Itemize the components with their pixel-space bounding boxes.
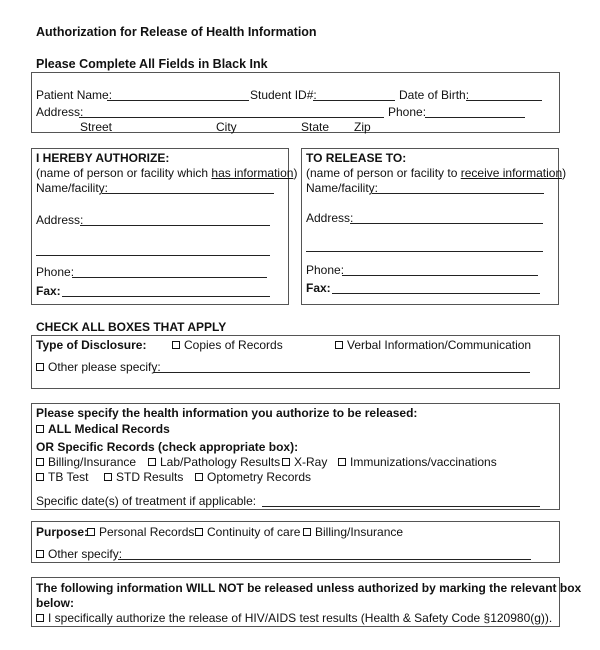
authorize-heading: I HEREBY AUTHORIZE: <box>36 151 170 165</box>
treatment-dates-label: Specific date(s) of treatment if applicable: <box>36 494 257 508</box>
authorize-address-field-2[interactable] <box>36 255 270 256</box>
authorize-phone-label: Phone: <box>36 265 75 279</box>
address-label: Address: <box>36 105 84 119</box>
dob-label: Date of Birth: <box>399 88 470 102</box>
immunizations-option[interactable]: Immunizations/vaccinations <box>338 455 497 469</box>
hiv-release-option[interactable]: I specifically authorize the release of HIV/AIDS test results (Health & Safety Code §120980(g)). <box>36 611 552 625</box>
patient-name-field[interactable] <box>107 100 249 101</box>
purpose-other-field[interactable] <box>118 559 531 560</box>
phone-field[interactable] <box>425 117 525 118</box>
checkbox-icon[interactable] <box>195 473 203 481</box>
purpose-other-option[interactable]: Other specify: <box>36 547 122 561</box>
checkbox-icon[interactable] <box>36 458 44 466</box>
authorize-address-label: Address: <box>36 213 84 227</box>
release-fax-field[interactable] <box>332 293 540 294</box>
patient-name-label: Patient Name: <box>36 88 113 102</box>
authorize-address-field-1[interactable] <box>80 225 270 226</box>
checkbox-icon[interactable] <box>104 473 112 481</box>
address-field[interactable] <box>79 117 384 118</box>
all-records-option[interactable]: ALL Medical Records <box>36 422 170 436</box>
student-id-field[interactable] <box>313 100 395 101</box>
treatment-dates-field[interactable] <box>262 506 540 507</box>
release-heading: TO RELEASE TO: <box>306 151 407 165</box>
release-address-field-1[interactable] <box>350 223 543 224</box>
city-caption: City <box>216 120 237 134</box>
release-phone-label: Phone: <box>306 263 345 277</box>
optometry-option[interactable]: Optometry Records <box>195 470 311 484</box>
checkbox-icon[interactable] <box>338 458 346 466</box>
checkbox-icon[interactable] <box>282 458 290 466</box>
tb-test-option[interactable]: TB Test <box>36 470 88 484</box>
checkbox-icon[interactable] <box>195 528 203 536</box>
specific-records-heading: OR Specific Records (check appropriate box): <box>36 440 299 454</box>
state-caption: State <box>301 120 330 134</box>
xray-option[interactable]: X-Ray <box>282 455 327 469</box>
checkbox-icon[interactable] <box>36 425 44 433</box>
disclosure-other-option[interactable]: Other please specify: <box>36 360 161 374</box>
release-fax-label: Fax: <box>306 281 331 295</box>
checkbox-icon[interactable] <box>335 341 343 349</box>
phone-label: Phone: <box>388 105 427 119</box>
zip-caption: Zip <box>354 120 371 134</box>
form-instructions: Please Complete All Fields in Black Ink <box>36 57 268 71</box>
street-caption: Street <box>80 120 113 134</box>
not-released-notice-2: below: <box>36 596 74 610</box>
disclosure-label: Type of Disclosure: <box>36 338 147 352</box>
release-phone-field[interactable] <box>342 275 538 276</box>
checkbox-icon[interactable] <box>148 458 156 466</box>
checkbox-icon[interactable] <box>303 528 311 536</box>
disclosure-verbal-option[interactable]: Verbal Information/Communication <box>335 338 531 352</box>
form-title: Authorization for Release of Health Information <box>36 25 317 39</box>
std-results-option[interactable]: STD Results <box>104 470 183 484</box>
release-name-label: Name/facility: <box>306 181 379 195</box>
not-released-notice: The following information WILL NOT be released unless authorized by marking the relevant box <box>36 581 582 595</box>
checkbox-icon[interactable] <box>36 614 44 622</box>
authorize-fax-field[interactable] <box>62 296 270 297</box>
purpose-billing-option[interactable]: Billing/Insurance <box>303 525 403 539</box>
student-id-label: Student ID#: <box>250 88 317 102</box>
lab-pathology-option[interactable]: Lab/Pathology Results <box>148 455 280 469</box>
authorize-name-field[interactable] <box>102 193 274 194</box>
dob-field[interactable] <box>466 100 542 101</box>
checkbox-icon[interactable] <box>36 550 44 558</box>
purpose-label: Purpose: <box>36 525 89 539</box>
checkbox-icon[interactable] <box>172 341 180 349</box>
checkbox-icon[interactable] <box>36 363 44 371</box>
authorize-phone-field[interactable] <box>72 277 267 278</box>
health-info-prompt: Please specify the health information you authorize to be released: <box>36 406 418 420</box>
checkbox-icon[interactable] <box>87 528 95 536</box>
purpose-continuity-option[interactable]: Continuity of care <box>195 525 300 539</box>
disclosure-other-field[interactable] <box>153 372 530 373</box>
authorize-name-label: Name/facility: <box>36 181 109 195</box>
authorize-subtitle: (name of person or facility which has information) <box>36 166 298 180</box>
release-name-field[interactable] <box>372 193 544 194</box>
authorize-fax-label: Fax: <box>36 284 61 298</box>
disclosure-copies-option[interactable]: Copies of Records <box>172 338 283 352</box>
release-subtitle: (name of person or facility to receive information) <box>306 166 567 180</box>
check-all-heading: CHECK ALL BOXES THAT APPLY <box>36 320 227 334</box>
billing-insurance-option[interactable]: Billing/Insurance <box>36 455 136 469</box>
release-address-label: Address: <box>306 211 354 225</box>
purpose-personal-option[interactable]: Personal Records <box>87 525 194 539</box>
checkbox-icon[interactable] <box>36 473 44 481</box>
release-address-field-2[interactable] <box>306 251 543 252</box>
